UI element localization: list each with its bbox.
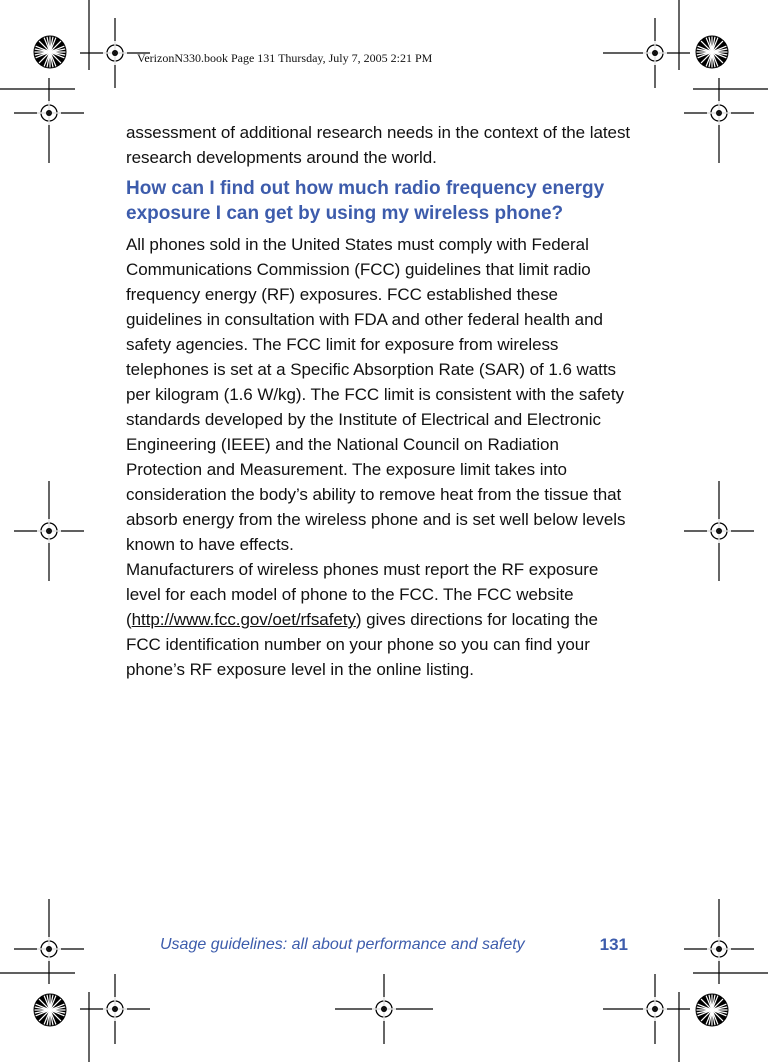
page-footer [160,936,628,958]
section-heading: How can I find out how much radio frequency energy exposure I can get by using my wireless phone? [126,178,605,224]
fcc-rf-safety-link[interactable]: http://www.fcc.gov/oet/rfsafety [131,610,356,629]
intro-paragraph: assessment of additional research needs in the context of the latest research developments around the world. [126,123,631,167]
page-number: 131 [599,935,628,954]
manufacturer-reporting-paragraph [126,557,632,682]
page-body [126,120,632,682]
fcc-compliance-paragraph: All phones sold in the United States must comply with Federal Communications Commission (FCC) guidelines that limit radio frequency energy (RF) exposures. FCC established these guidelines in consultation with FDA and other federal health and safety agencies. The FCC limit for exposure from wireless telephones is set at a Specific Absorption Rate (SAR) of 1.6 watts per kilogram (1.6 W/kg). The FCC limit is consistent with the safety standards developed by the Institute of Electrical and Electronic Engineering (IEEE) and the National Council on Radiation Protection and Measurement. The exposure limit takes into consideration the body’s ability to remove heat from the tissue that absorb energy from the wireless phone and is set well below levels known to have effects. [126,235,626,554]
paragraph-text-before-link: Manufacturers of wireless phones must report the RF exposure level for each model of phone to the FCC. The FCC website ( [126,560,599,629]
paragraph-text-after-link: ) gives directions for locating the FCC identification number on your phone so you can find your phone’s RF exposure level in the online listing. [126,610,598,679]
print-slug-line: VerizonN330.book Page 131 Thursday, July 7, 2005 2:21 PM [137,51,433,65]
running-footer-title: Usage guidelines: all about performance and safety [160,936,525,953]
